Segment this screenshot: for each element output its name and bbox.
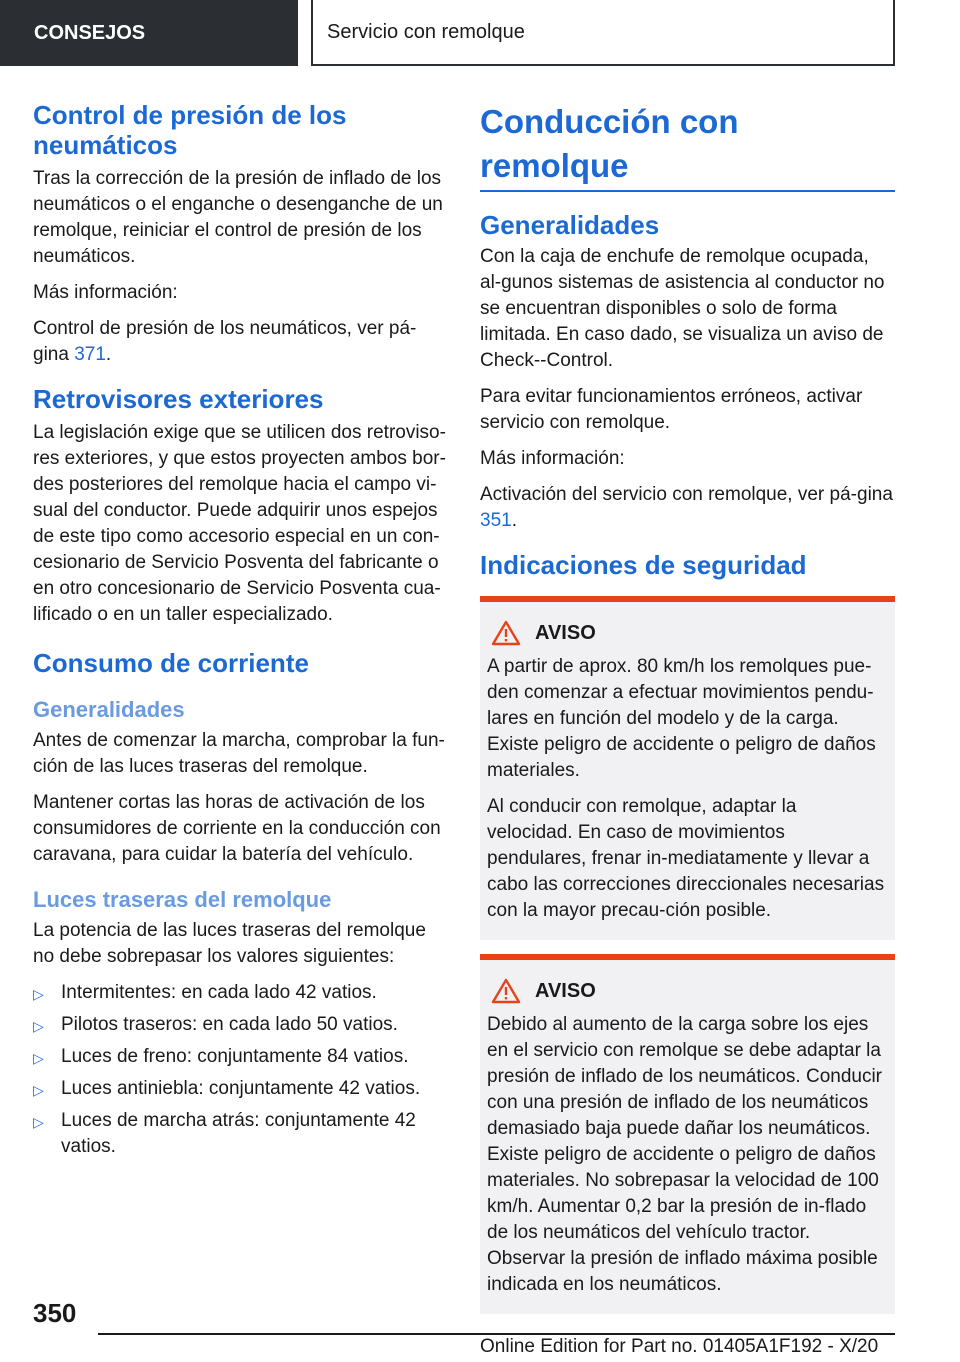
warning-1-paragraph-2: Al conducir con remolque, adaptar la velocidad. En caso de movimientos pendulares, frenar in-mediatamente y llevar a cabo las correcciones direccionales necesarias con la mayor precau-ción posible. (487, 796, 885, 921)
header-chapter: Servicio con remolque (327, 20, 525, 43)
list-item: ▷ Intermitentes: en cada lado 42 vatios. (33, 980, 447, 1006)
tpms-ref-text: Control de presión de los neumáticos, ver pá-gina (33, 318, 417, 365)
general-page-link[interactable]: 351 (480, 510, 512, 531)
left-column (33, 100, 447, 1166)
list-item: ▷ Luces de freno: conjuntamente 84 vatios. (33, 1044, 447, 1070)
power-general-subheading: Generalidades (33, 697, 185, 722)
header-section: CONSEJOS (34, 21, 146, 44)
list-item: ▷ Luces antiniebla: conjuntamente 42 vatios. (33, 1076, 447, 1102)
list-item: ▷ Pilotos traseros: en cada lado 50 vatios. (33, 1012, 447, 1038)
footer-edition: Online Edition for Part no. 01405A1F192 - X/20 (480, 1336, 879, 1357)
warning-title (487, 978, 887, 1004)
tail-lights-paragraph: La potencia de las luces traseras del remolque no debe sobrepasar los valores siguientes: (33, 920, 426, 967)
footer-divider (98, 1333, 895, 1335)
header-section-tab (0, 0, 298, 66)
main-heading: Conducción con remolque (480, 103, 739, 184)
general-paragraph-2: Para evitar funcionamientos erróneos, activar servicio con remolque. (480, 386, 863, 433)
general-ref-end: . (511, 510, 517, 531)
heading-rule (480, 190, 895, 192)
tpms-paragraph: Tras la corrección de la presión de inflado de los neumáticos o el enganche o desenganche de un remolque, reiniciar el control de presión de los neumáticos. (33, 168, 443, 267)
list-item: ▷ Luces de marcha atrás: conjuntamente 42 vatios. (33, 1110, 416, 1157)
tpms-reference (33, 316, 447, 368)
tpms-heading: Control de presión de los neumáticos (33, 100, 347, 160)
power-paragraph-2: Mantener cortas las horas de activación de los consumidores de corriente en la conducción con caravana, para cuidar la batería del vehículo. (33, 792, 441, 865)
warning-1-paragraph-1: A partir de aprox. 80 km/h los remolques pue-den comenzar a efectuar movimientos pendu-lares en función del modelo y de la carga. Existe peligro de accidente o peligro de daños materiales. (487, 656, 876, 781)
tail-lights-list (33, 980, 447, 1160)
triangle-bullet-icon: ▷ (33, 986, 44, 1002)
tail-lights-subheading: Luces traseras del remolque (33, 887, 332, 912)
warning-label: AVISO (535, 621, 596, 644)
triangle-bullet-icon: ▷ (33, 1018, 44, 1034)
warning-box-2 (480, 954, 895, 1314)
warning-box-1 (480, 596, 895, 940)
right-column (480, 100, 895, 1314)
power-heading: Consumo de corriente (33, 648, 309, 678)
warning-2-paragraph: Debido al aumento de la carga sobre los ejes en el servicio con remolque se debe adaptar la presión de inflado de los neumáticos. Conducir con una presión de inflado de los neumáticos demasiado baja puede dañar los neumáticos. Existe peligro de accidente o peligro de daños materiales. No sobrepasar la velocidad de 100 km/h. Aumentar 0,2 bar la presión de in-flado de los neumáticos del vehículo tractor. Observar la presión de inflado máxima posible indicada en los neumáticos. (487, 1014, 883, 1295)
triangle-bullet-icon: ▷ (33, 1082, 44, 1098)
tpms-ref-end: . (105, 344, 112, 365)
general-paragraph-1: Con la caja de enchufe de remolque ocupada, al-gunos sistemas de asistencia al conductor no se encuentran disponibles o solo de forma limitada. En caso dado, se visualiza un aviso de Check--Control. (480, 246, 885, 371)
mirrors-paragraph: La legislación exige que se utilicen dos retroviso-res exteriores, y que estos proyecten ambos bor-des posteriores del remolque hacia el campo vi-sual del conductor. Puede adquirir unos espejos de este tipo como accesorio especial en un con-cesionario de Servicio Posventa del fabricante o en otro concesionario de Servicio Posventa cua-lificado o en un taller especializado. (33, 422, 446, 625)
warning-triangle-icon (491, 620, 521, 646)
general-more-info: Más información: (480, 448, 625, 469)
triangle-bullet-icon: ▷ (33, 1050, 44, 1066)
tpms-page-link[interactable]: 371 (74, 344, 106, 365)
warning-triangle-icon (491, 978, 521, 1004)
mirrors-heading: Retrovisores exteriores (33, 384, 324, 414)
warning-title (487, 620, 887, 646)
triangle-bullet-icon: ▷ (33, 1114, 44, 1130)
safety-heading: Indicaciones de seguridad (480, 550, 807, 580)
general-heading: Generalidades (480, 210, 660, 240)
power-paragraph-1: Antes de comenzar la marcha, comprobar la fun-ción de las luces traseras del remolque. (33, 730, 445, 777)
tpms-more-info: Más información: (33, 282, 178, 303)
general-reference (480, 482, 895, 534)
warning-label: AVISO (535, 979, 596, 1002)
page-number: 350 (33, 1298, 77, 1328)
general-ref-text: Activación del servicio con remolque, ver pá-gina (480, 484, 893, 505)
header-chapter-tab (311, 0, 895, 66)
